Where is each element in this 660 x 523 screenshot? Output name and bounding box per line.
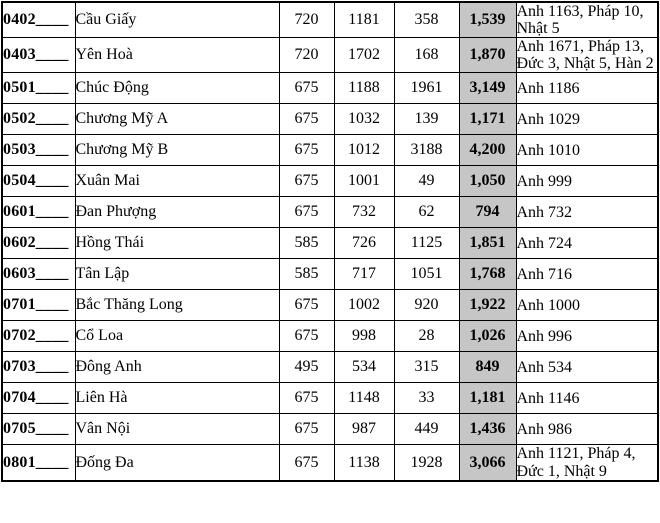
total-cell: 3,149 [459,73,516,104]
num2-cell: 726 [334,228,394,259]
num3-cell: 920 [394,290,459,321]
table-row [2,104,658,135]
school-name-cell: Vân Nội [75,414,279,445]
num2-cell: 1012 [334,135,394,166]
school-name-cell: Bắc Thăng Long [75,290,279,321]
total-cell: 1,768 [459,259,516,290]
school-name-cell: Chương Mỹ B [75,135,279,166]
languages-cell: Anh 1000 [516,290,658,321]
school-name-cell: Tân Lập [75,259,279,290]
school-name-cell: Yên Hoà [75,38,279,73]
num1-cell: 720 [279,38,334,73]
num3-cell: 1928 [394,445,459,481]
table-row [2,445,658,481]
code-cell: 0704____ [2,383,75,414]
table-row [2,38,658,73]
code-cell: 0702____ [2,321,75,352]
table-row [2,73,658,104]
school-name-cell: Cầu Giấy [75,2,279,38]
languages-cell: Anh 716 [516,259,658,290]
code-cell: 0503____ [2,135,75,166]
code-cell: 0501____ [2,73,75,104]
num3-cell: 33 [394,383,459,414]
num2-cell: 1188 [334,73,394,104]
languages-cell: Anh 534 [516,352,658,383]
languages-cell: Anh 996 [516,321,658,352]
num3-cell: 28 [394,321,459,352]
table-row [2,259,658,290]
code-cell: 0502____ [2,104,75,135]
admission-results-table [1,1,659,482]
num3-cell: 3188 [394,135,459,166]
num2-cell: 1148 [334,383,394,414]
num2-cell: 1181 [334,2,394,38]
total-cell: 1,050 [459,166,516,197]
languages-cell: Anh 724 [516,228,658,259]
num2-cell: 534 [334,352,394,383]
languages-cell: Anh 732 [516,197,658,228]
school-name-cell: Cổ Loa [75,321,279,352]
languages-cell: Anh 986 [516,414,658,445]
total-cell: 1,026 [459,321,516,352]
languages-cell: Anh 1671, Pháp 13, Đức 3, Nhật 5, Hàn 2 [516,38,658,73]
code-cell: 0801____ [2,445,75,481]
code-cell: 0602____ [2,228,75,259]
code-cell: 0402____ [2,2,75,38]
table-row [2,228,658,259]
code-cell: 0701____ [2,290,75,321]
school-name-cell: Đan Phượng [75,197,279,228]
table-row [2,414,658,445]
num1-cell: 585 [279,259,334,290]
total-cell: 849 [459,352,516,383]
num2-cell: 1138 [334,445,394,481]
num1-cell: 675 [279,321,334,352]
num1-cell: 675 [279,104,334,135]
languages-cell: Anh 1186 [516,73,658,104]
num3-cell: 139 [394,104,459,135]
total-cell: 1,181 [459,383,516,414]
table-row [2,321,658,352]
num2-cell: 1001 [334,166,394,197]
num2-cell: 1002 [334,290,394,321]
table-row [2,197,658,228]
table-row [2,166,658,197]
total-cell: 1,922 [459,290,516,321]
num1-cell: 675 [279,290,334,321]
num3-cell: 358 [394,2,459,38]
code-cell: 0703____ [2,352,75,383]
num1-cell: 675 [279,197,334,228]
school-name-cell: Chương Mỹ A [75,104,279,135]
total-cell: 1,870 [459,38,516,73]
languages-cell: Anh 1029 [516,104,658,135]
num1-cell: 585 [279,228,334,259]
languages-cell: Anh 1121, Pháp 4, Đức 1, Nhật 9 [516,445,658,481]
num1-cell: 720 [279,2,334,38]
table-row [2,290,658,321]
num2-cell: 987 [334,414,394,445]
num3-cell: 1961 [394,73,459,104]
languages-cell: Anh 1146 [516,383,658,414]
code-cell: 0603____ [2,259,75,290]
num1-cell: 675 [279,383,334,414]
languages-cell: Anh 1163, Pháp 10, Nhật 5 [516,2,658,38]
num2-cell: 1032 [334,104,394,135]
table-row [2,135,658,166]
code-cell: 0601____ [2,197,75,228]
num1-cell: 675 [279,414,334,445]
school-name-cell: Đông Anh [75,352,279,383]
code-cell: 0403____ [2,38,75,73]
table-row [2,352,658,383]
school-name-cell: Xuân Mai [75,166,279,197]
total-cell: 4,200 [459,135,516,166]
num3-cell: 1125 [394,228,459,259]
code-cell: 0504____ [2,166,75,197]
table-row [2,2,658,38]
num1-cell: 495 [279,352,334,383]
total-cell: 1,851 [459,228,516,259]
num2-cell: 732 [334,197,394,228]
table-row [2,383,658,414]
school-name-cell: Chúc Động [75,73,279,104]
num1-cell: 675 [279,445,334,481]
num3-cell: 62 [394,197,459,228]
num1-cell: 675 [279,135,334,166]
total-cell: 1,436 [459,414,516,445]
code-cell: 0705____ [2,414,75,445]
num3-cell: 315 [394,352,459,383]
school-name-cell: Hồng Thái [75,228,279,259]
total-cell: 1,539 [459,2,516,38]
total-cell: 3,066 [459,445,516,481]
languages-cell: Anh 999 [516,166,658,197]
num2-cell: 1702 [334,38,394,73]
total-cell: 794 [459,197,516,228]
num2-cell: 998 [334,321,394,352]
num3-cell: 1051 [394,259,459,290]
num3-cell: 168 [394,38,459,73]
total-cell: 1,171 [459,104,516,135]
num3-cell: 49 [394,166,459,197]
num1-cell: 675 [279,166,334,197]
admission-results-table-body [2,2,658,481]
num2-cell: 717 [334,259,394,290]
num1-cell: 675 [279,73,334,104]
school-name-cell: Liên Hà [75,383,279,414]
school-name-cell: Đống Đa [75,445,279,481]
num3-cell: 449 [394,414,459,445]
languages-cell: Anh 1010 [516,135,658,166]
